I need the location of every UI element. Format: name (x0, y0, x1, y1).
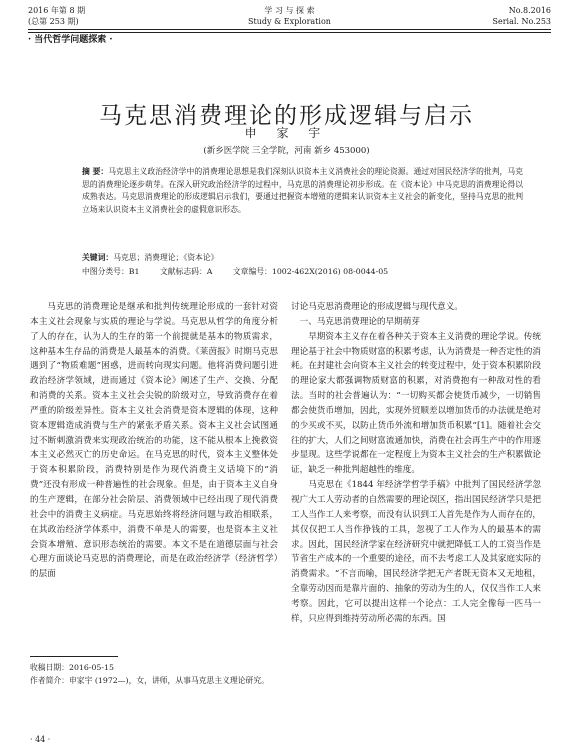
keywords-text: 马克思；消费理论；《资本论》 (113, 253, 219, 262)
document-code: 文献标志码：A (159, 267, 213, 276)
body-column-right (291, 300, 541, 627)
column-tag: · 当代哲学问题探索 · (28, 35, 113, 45)
issue-serial (493, 5, 552, 27)
section-heading: 一、马克思消费理论的早期萌芽 (299, 316, 420, 327)
article-author: 申 家 宇 (244, 126, 329, 140)
article-metadata (82, 266, 406, 277)
article-title: 马克思消费理论的形成逻辑与启示 (99, 103, 474, 130)
author-introduction: 作者简介：申家宇 (1972—)，女，讲师，从事马克思主义理论研究。 (30, 676, 269, 685)
journal-name-cn: 学 习 与 探 索 (264, 6, 315, 15)
received-date: 收稿日期：2016-05-15 (30, 663, 114, 672)
body-column-left (30, 300, 278, 582)
article-number: 文章编号：1002-462X(2016) 08-0044-05 (232, 267, 389, 276)
abstract-text: 马克思主义政治经济学中的消费理论思想是我们深刻认识资本主义消费社会的理论资源。通过对国民经济学的批判，马克思的消费理论逐步萌芽。在深入研究政治经济学的过程中，马克思的消费理论初步形成。在《资本论》中马克思的消费理论得以成熟表达。马克思消费理论的形成逻辑启示我们，要通过把握资本增殖的逻辑来认识资本主义社会的新变化，坚持马克思的批判立场来认识资本主义消费社会的虚假意识形态。 (82, 167, 524, 214)
keywords-label: 关键词： (82, 253, 114, 262)
journal-name (28, 5, 551, 27)
serial-no: Serial. No.253 (492, 17, 551, 26)
body-paragraph: 早期资本主义存在着各种关于资本主义消费的理论学说。传统理论基于社会中物质财富的积累考虑，认为消费是一种否定性的消耗。在封建社会向资本主义社会的转变过程中，处于资本积累阶段的理论家大都强调物质财富的积累，对消费抱有一种敌对性的看法。当时的社会普遍认为：“一切购买都会使货币减少，一切销售都会使货币增加，因此，实现外贸顺差以增加货币的办法就是绝对的少买或不买，以防止货币外流和增加货币积累”[1]。随着社会交往的扩大，人们之间财富流通加快，消费在社会再生产中的作用逐步显现。这些学说都在一定程度上为资本主义社会的生产积累做论证，缺乏一种批判超越性的维度。 (291, 331, 541, 476)
issue-no: No.8.2016 (508, 6, 551, 15)
abstract-label: 摘 要： (82, 167, 109, 176)
page-number: · 44 · (30, 735, 51, 744)
keywords (82, 252, 523, 264)
body-paragraph: 讨论马克思消费理论的形成逻辑与现代意义。 (291, 302, 463, 312)
author-affiliation: (新乡医学院 三全学院，河南 新乡 453000) (203, 146, 370, 156)
abstract (82, 166, 523, 216)
footnote-rule (30, 656, 118, 657)
journal-name-en: Study & Exploration (248, 17, 331, 26)
issue-number: 2016 年第 8 期 (28, 6, 86, 15)
header-rule-thick (28, 29, 551, 30)
footnote (30, 661, 280, 687)
issue-total: (总第 253 期) (28, 17, 79, 26)
body-paragraph: 马克思的消费理论是继承和批判传统理论形成的一套针对资本主义社会现象与实质的理论与学说。马克思从哲学的角度分析了人的存在，认为人的生存的第一个前提就是基本的物质需求，这种基本生存品的消费是人最基本的消费。《莱茵报》时期马克思遇到了“物质难题”困惑，进而转向现实问题。他将消费问题引进政治经济学领域，进而通过《资本论》阐述了生产、交换、分配和消费的关系。资本主义社会尖锐的阶级对立，导致消费存在着严重的阶级差异性。资本主义社会消费是资本逻辑的体现，这种资本逻辑造成消费与生产的紧张矛盾关系。资本主义社会试图通过不断刺激消费来实现政治统治的功能，这不能从根本上挽救资本主义必然灭亡的历史命运。在马克思的时代，资本主义整体处于资本积累阶段，消费特别是作为现代消费主义话境下的“消费”还没有形成一种普遍性的社会现象。但是，由于资本主义自身的生产逻辑，在部分社会阶层、消费领域中已经出现了现代消费社会中的消费主义病症。马克思始终将经济问题与政治相联系，在其政治经济学体系中，消费不单是人的需要，也是资本主义社会资本增殖、意识形态统治的需要。本文不是在道德层面与社会心理方面谈论马克思的消费理论，而是在政治经济学（经济哲学）的层面 (30, 302, 278, 580)
body-paragraph: 马克思在《1844 年经济学哲学手稿》中批判了国民经济学忽视广大工人劳动者的自然需要的理论误区，指出国民经济学只是把工人当作工人来考察，而没有认识到工人首先是作为人而存在的，其仅仅把工人当作挣钱的工具，忽视了工人作为人的最基本的需求。因此，国民经济学家在经济研究中就把降低工人的工资当作是节省生产成本的一个重要的途径，而不去考虑工人及其家庭实际的消费需求。“不言而喻，国民经济学把无产者既无资本又无地租，全靠劳动因而是靠片面的、抽象的劳动为生的人，仅仅当作工人来考察。因此，它可以提出这样一个论点：工人完全像每一匹马一样，只应得到维持劳动所必需的东西。国 (291, 480, 541, 624)
clc-number: 中图分类号：B1 (82, 267, 140, 276)
